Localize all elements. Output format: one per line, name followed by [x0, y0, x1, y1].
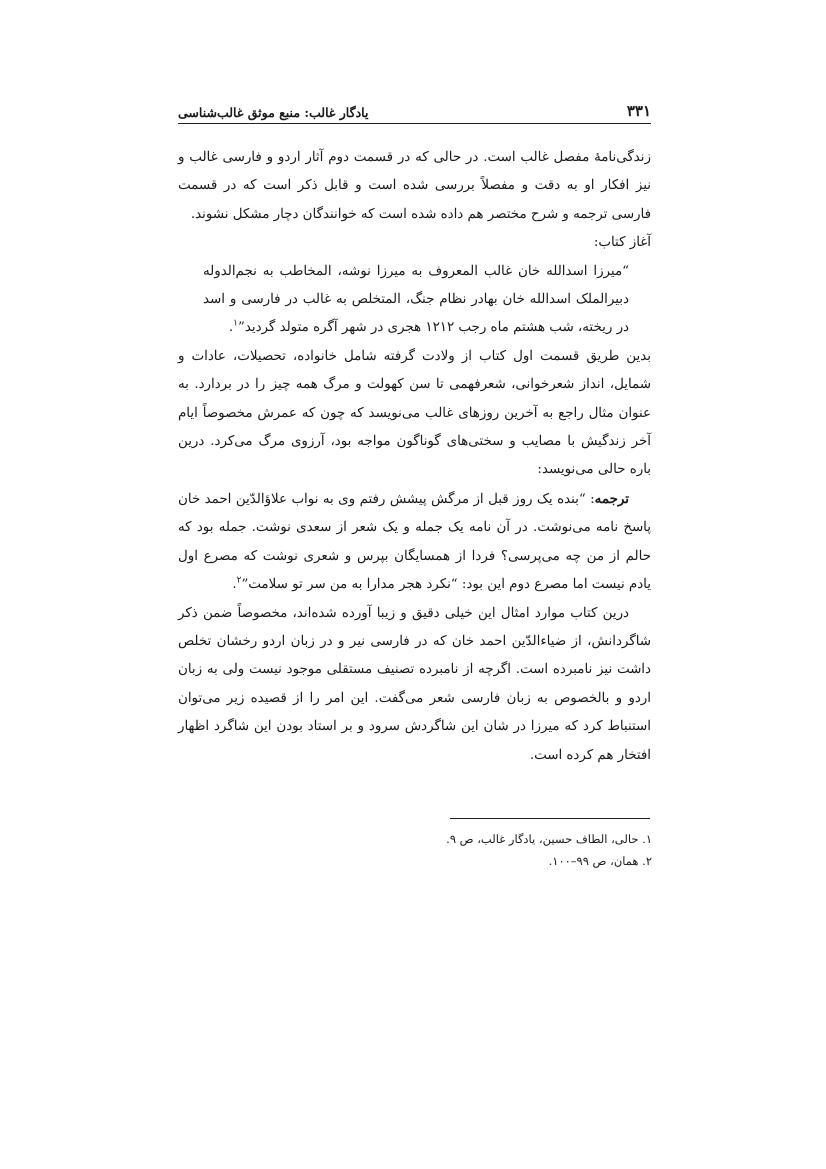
book-opening-label: آغاز کتاب: [593, 235, 651, 251]
translation-label: ترجمه [594, 490, 629, 507]
page-number: ۳۳۱ [626, 102, 651, 120]
footnote-2: ۲. همان، ص ۹۹–۱۰۰. [548, 854, 652, 868]
block-quote-text: “میرزا اسدالله خان غالب المعروف به میرزا نوشه، المخاطب به نجم‌الدوله دبیرالملک اسدالله خان بهادر نظام جنگ، المتخلص به غالب در فارسی و اسد در ریخته، شب هشتم ماه رجب ۱۲۱۲ هجری در شهر آگره متولد گردید” [203, 263, 629, 336]
paragraph-translation [178, 485, 651, 600]
block-quote-end: . [228, 320, 234, 336]
footnote-ref-1: ۱ [233, 318, 238, 329]
body-text [178, 144, 651, 770]
paragraph-part-one-text: بدین طریق قسمت اول کتاب از ولادت گرفته شامل خانواده، تحصیلات، عادات و شمایل، انداز شعرخوانی، شعرفهمی تا سن کهولت و مرگ همه چیز را در بردارد. به عنوان مثال راجع به آخرین روزهای غالب می‌نویسد که چون که عمرش مخصوصاً ایام آخر زندگیش با مصایب و سختی‌های گوناگون مواجه بود، آرزوی مرگ می‌کرد. درین باره حالی می‌نویسد: [178, 348, 651, 478]
footnote-divider [450, 818, 650, 819]
block-quote [178, 258, 651, 343]
paragraph-book-opening-label [178, 229, 651, 257]
paragraph-students [178, 600, 651, 770]
paragraph-students-text: درین کتاب موارد امثال این خیلی دقیق و زیبا آورده شده‌اند، مخصوصاً ضمن ذکر شاگردانش، از ضیاءالدّین احمد خان که در فارسی نیر و در زبان اردو رخشان تخلص داشت نیز نامبرده است. اگرچه از نامبرده تصنیف مستقلی موجود نیست ولی به زبان اردو و بالخصوص به زبان فارسی شعر می‌گفت. این امر را از قصیده زیر می‌توان استنباط کرد که میرزا در شان این شاگردش سرود و بر استاد بودن این شاگرد اظهار افتخار هم کرده است. [178, 605, 651, 763]
running-title: یادگار غالب: منبع موثق غالب‌شناسی [178, 105, 369, 120]
paragraph-intro [178, 144, 651, 229]
page-header [178, 100, 651, 124]
paragraph-part-one [178, 343, 651, 485]
footnote-ref-2: ۲ [236, 575, 242, 586]
paragraph-translation-text: : “بنده یک روز قبل از مرگش پیشش رفتم وی به نواب علاؤالدّین احمد خان پاسخ نامه می‌نوشت. در آن نامه یک جمله و یک شعر از سعدی نوشت. جمله بود که حالم از من چه می‌پرسی؟ فردا از همسایگان بپرس و شعری نوشت که مصرع اول یادم نیست اما مصرع دوم این بود: “نکرد هجر مدارا به من سر تو سلامت” [178, 491, 651, 593]
paragraph-intro-text: زندگی‌نامهٔ مفصل غالب است. در حالی که در قسمت دوم آثار اردو و فارسی غالب و نیز افکار او به دقت و مفصلاً بررسی شده است و قابل ذکر است که در قسمت فارسی ترجمه و شرح مختصر هم داده شده است که خوانندگان دچار مشکل نشوند. [178, 150, 651, 222]
footnotes [400, 828, 652, 872]
paragraph-translation-end: . [232, 577, 237, 593]
footnote-1: ۱. حالی، الطاف حسین، یادگار غالب، ص ۹. [446, 832, 652, 846]
